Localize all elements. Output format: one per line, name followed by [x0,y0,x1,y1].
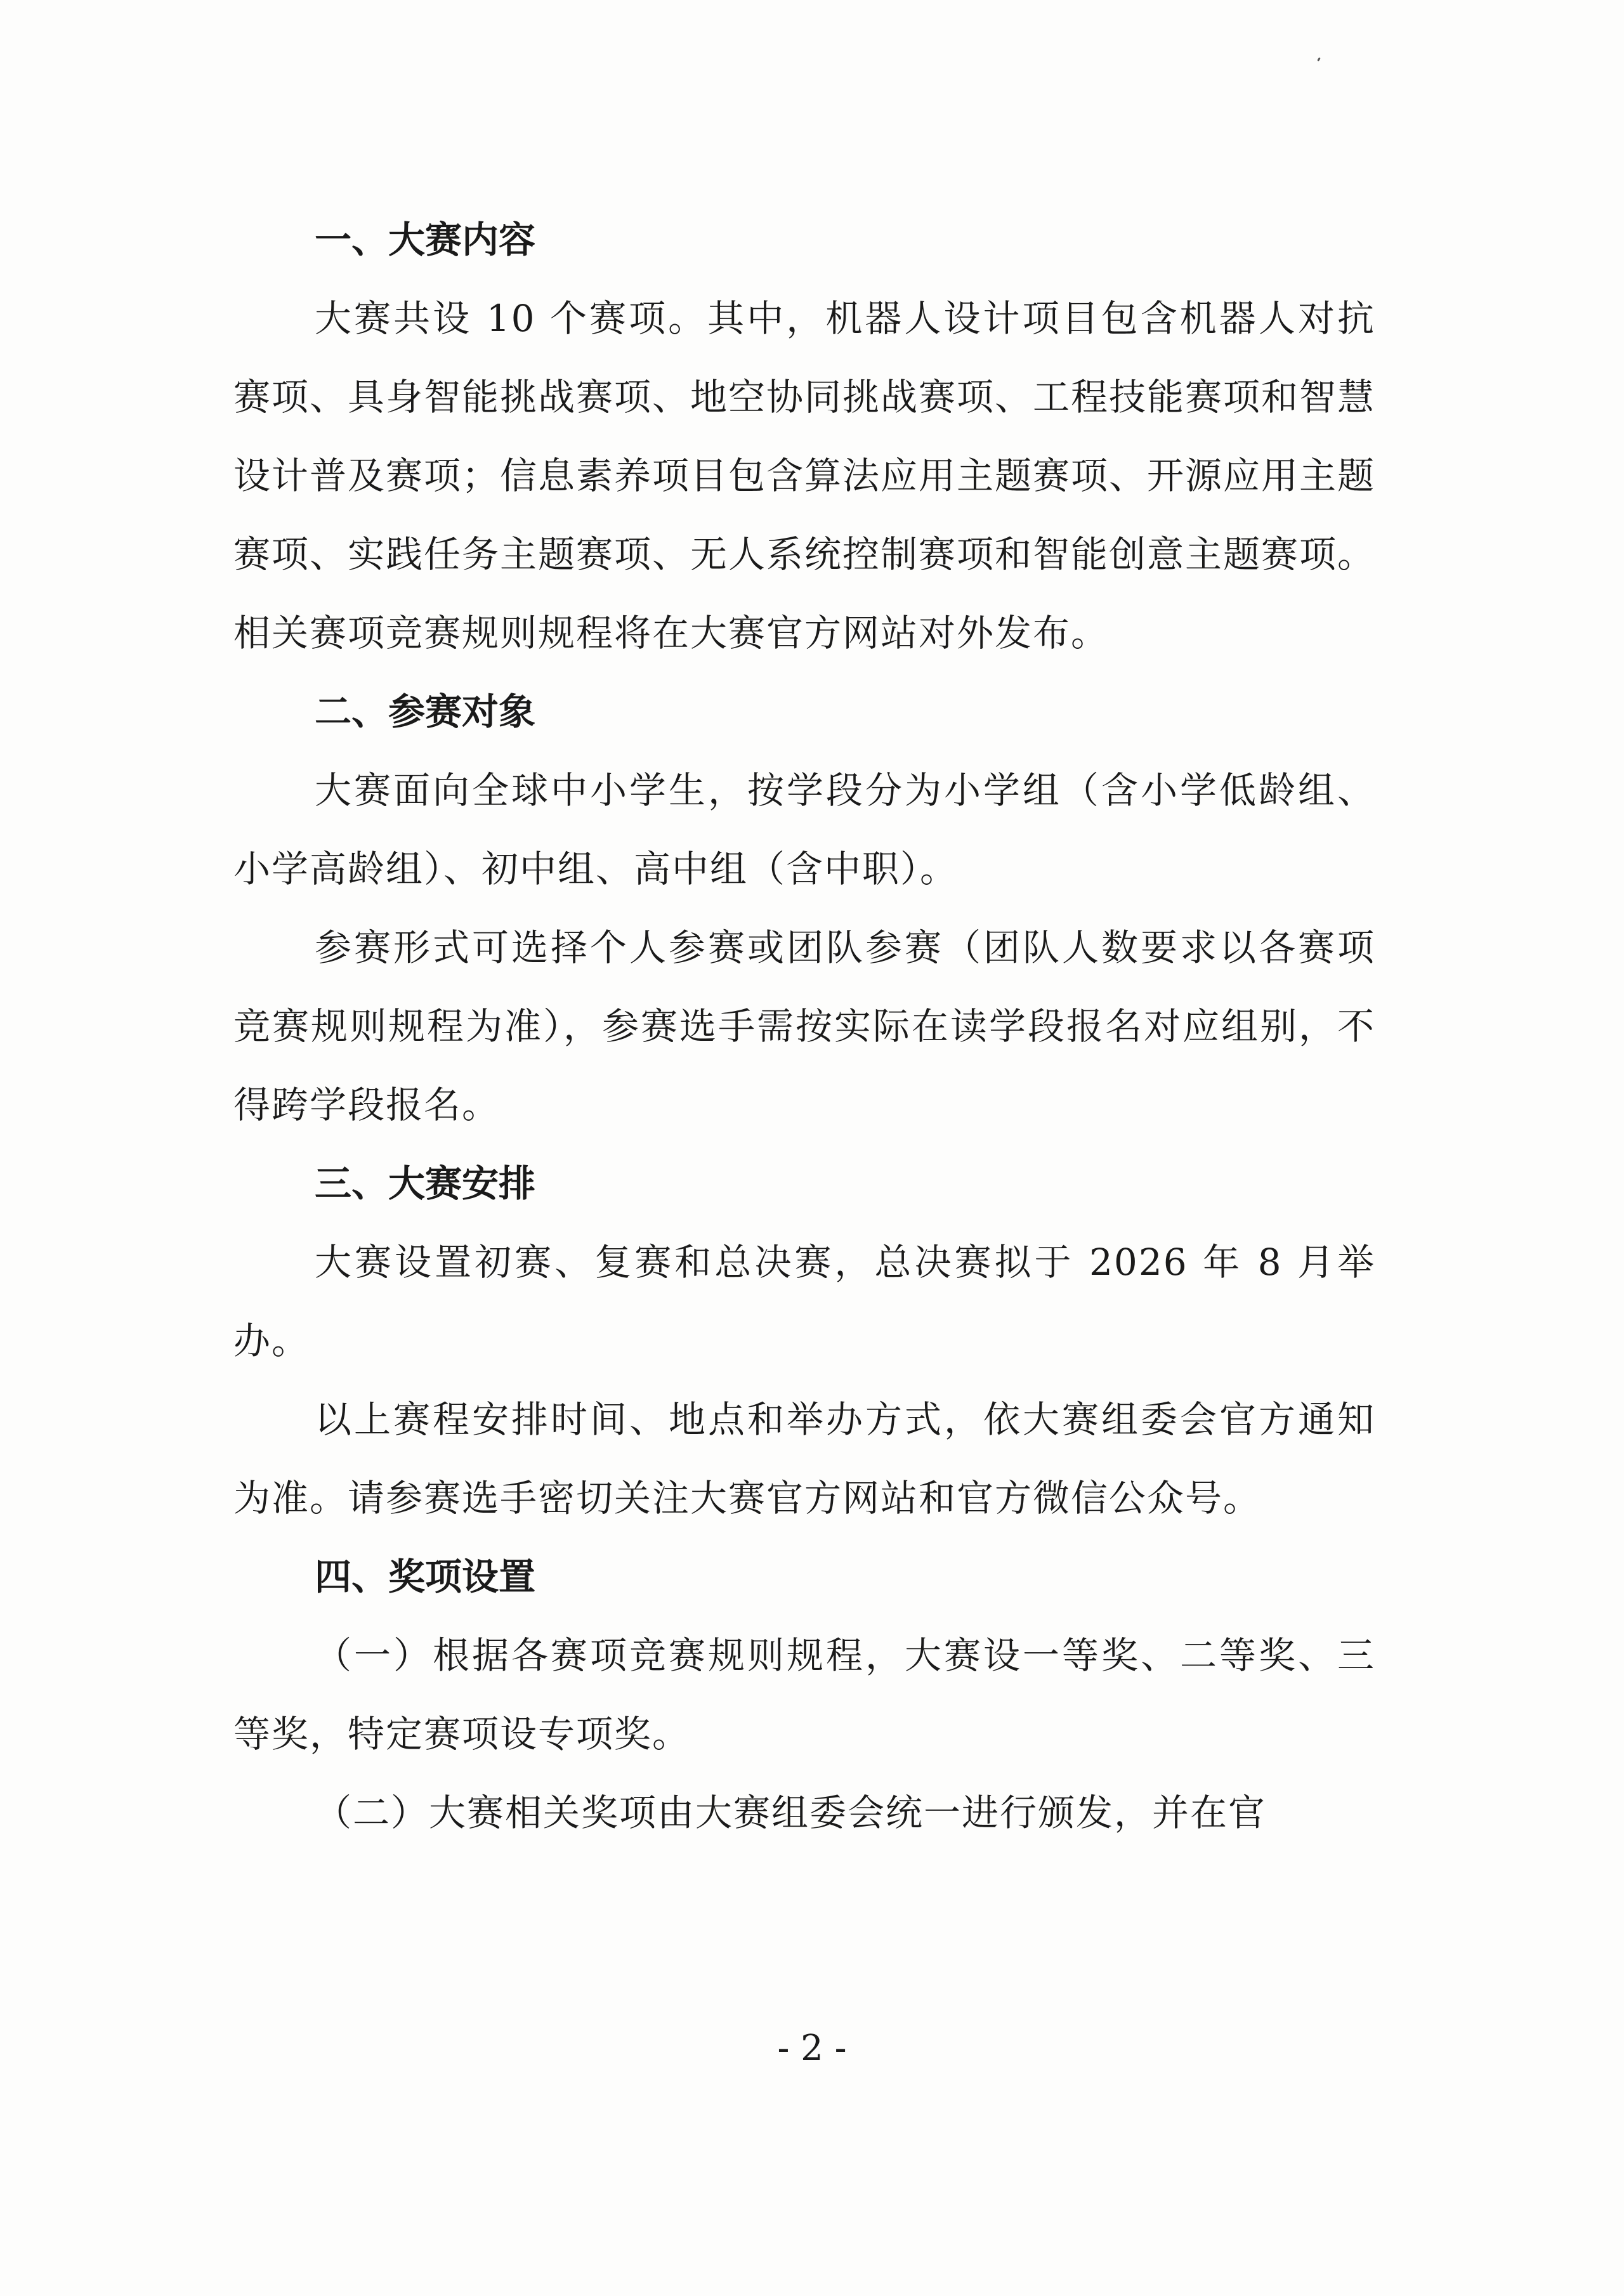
document-body [233,200,1375,1852]
page-number: - 2 - [777,2028,847,2069]
section-3-paragraph-1: 大赛设置初赛、复赛和总决赛，总决赛拟于 2026 年 8 月举办。 [233,1241,1375,1362]
section-4-paragraph-1: （一）根据各赛项竞赛规则规程，大赛设一等奖、二等奖、三等奖，特定赛项设专项奖。 [233,1634,1375,1756]
section-heading-participants: 二、参赛对象 [315,690,536,733]
section-2-paragraph-2: 参赛形式可选择个人参赛或团队参赛（团队人数要求以各赛项竞赛规则规程为准），参赛选手需按实际在读学段报名对应组别，不得跨学段报名。 [233,926,1375,1126]
section-heading-contest-content: 一、大赛内容 [315,218,536,261]
section-1-paragraph-1: 大赛共设 10 个赛项。其中，机器人设计项目包含机器人对抗赛项、具身智能挑战赛项、地空协同挑战赛项、工程技能赛项和智慧设计普及赛项；信息素养项目包含算法应用主题赛项、开源应用主题赛项、实践任务主题赛项、无人系统控制赛项和智能创意主题赛项。相关赛项竞赛规则规程将在大赛官方网站对外发布。 [233,297,1376,655]
section-4-paragraph-2: （二）大赛相关奖项由大赛组委会统一进行颁发，并在官 [315,1791,1267,1834]
section-heading-schedule: 三、大赛安排 [315,1162,536,1205]
section-heading-awards: 四、奖项设置 [315,1555,536,1598]
section-3-paragraph-2: 以上赛程安排时间、地点和举办方式，依大赛组委会官方通知为准。请参赛选手密切关注大赛官方网站和官方微信公众号。 [233,1398,1375,1520]
section-2-paragraph-1: 大赛面向全球中小学生，按学段分为小学组（含小学低龄组、小学高龄组）、初中组、高中组（含中职）。 [233,769,1375,890]
scan-speck [1317,57,1321,62]
